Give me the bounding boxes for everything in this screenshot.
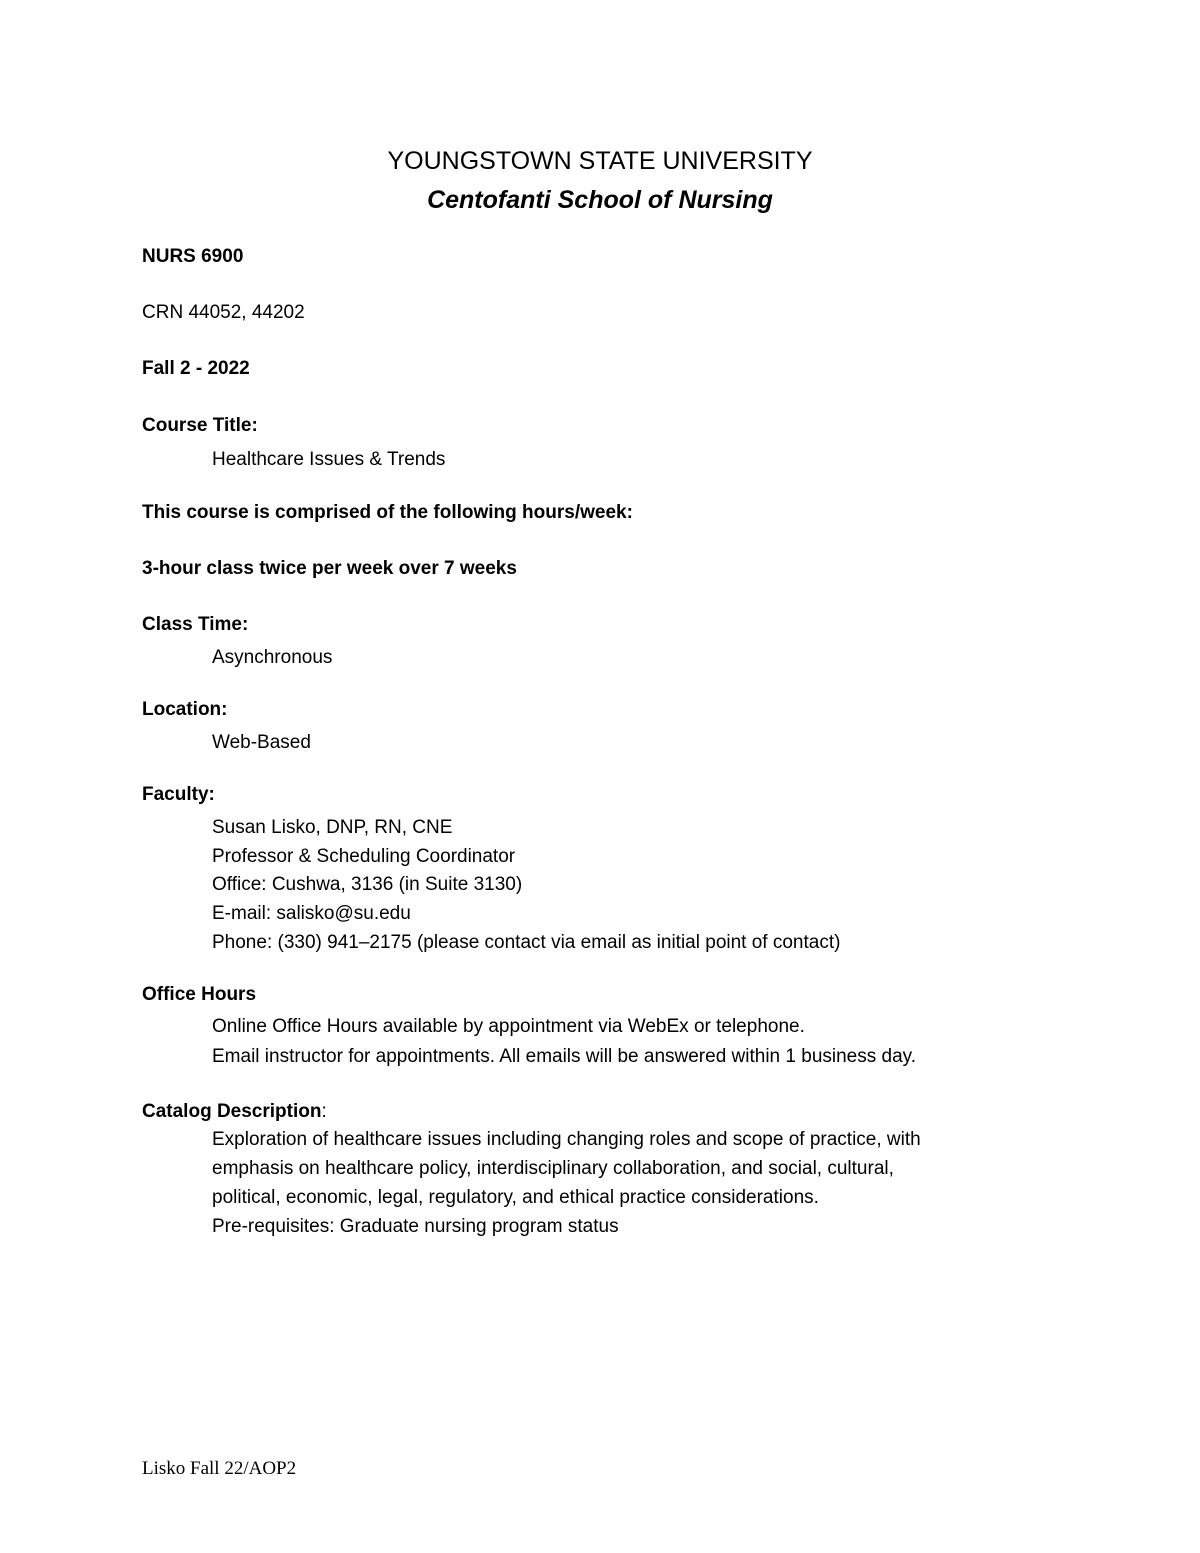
catalog-line-2: emphasis on healthcare policy, interdisciplinary collaboration, and social, cultural,	[212, 1158, 894, 1179]
class-time-label: Class Time:	[142, 614, 249, 635]
location-label: Location:	[142, 699, 228, 720]
class-time-value: Asynchronous	[212, 647, 333, 668]
page-footer: Lisko Fall 22/AOP2	[142, 1458, 297, 1479]
school-subtitle: Centofanti School of Nursing	[427, 186, 773, 214]
catalog-colon: :	[321, 1101, 327, 1122]
course-crn	[142, 302, 305, 324]
faculty-office: Office: Cushwa, 3136 (in Suite 3130)	[212, 874, 523, 895]
faculty-email: E-mail: salisko@su.edu	[212, 903, 411, 924]
course-title-label: Course Title:	[142, 415, 258, 436]
hours-label: This course is comprised of the following hours/week:	[142, 502, 633, 523]
faculty-label: Faculty:	[142, 784, 215, 805]
course-crn-text: CRN 44052, 44202	[142, 302, 305, 323]
location-value: Web-Based	[212, 732, 311, 753]
faculty-position: Professor & Scheduling Coordinator	[212, 846, 516, 867]
course-title-value: Healthcare Issues & Trends	[212, 449, 446, 470]
office-hours-line-1: Online Office Hours available by appointment via WebEx or telephone.	[212, 1016, 805, 1037]
catalog-label-text: Catalog Description	[142, 1101, 322, 1122]
faculty-phone: Phone: (330) 941–2175 (please contact via email as initial point of contact)	[212, 932, 841, 953]
course-number: NURS 6900	[142, 246, 244, 267]
university-title: YOUNGSTOWN STATE UNIVERSITY	[387, 147, 813, 175]
office-hours-line-2: Email instructor for appointments. All emails will be answered within 1 business day.	[212, 1046, 917, 1067]
faculty-name: Susan Lisko, DNP, RN, CNE	[212, 817, 453, 838]
catalog-line-3: political, economic, legal, regulatory, and ethical practice considerations.	[212, 1187, 819, 1208]
catalog-line-1: Exploration of healthcare issues including changing roles and scope of practice, with	[212, 1129, 921, 1150]
catalog-prereq: Pre-requisites: Graduate nursing program status	[212, 1216, 619, 1237]
office-hours-label: Office Hours	[142, 984, 257, 1005]
course-term: Fall 2 - 2022	[142, 358, 250, 379]
hours-value: 3-hour class twice per week over 7 weeks	[142, 558, 517, 579]
catalog-label	[142, 1101, 327, 1123]
